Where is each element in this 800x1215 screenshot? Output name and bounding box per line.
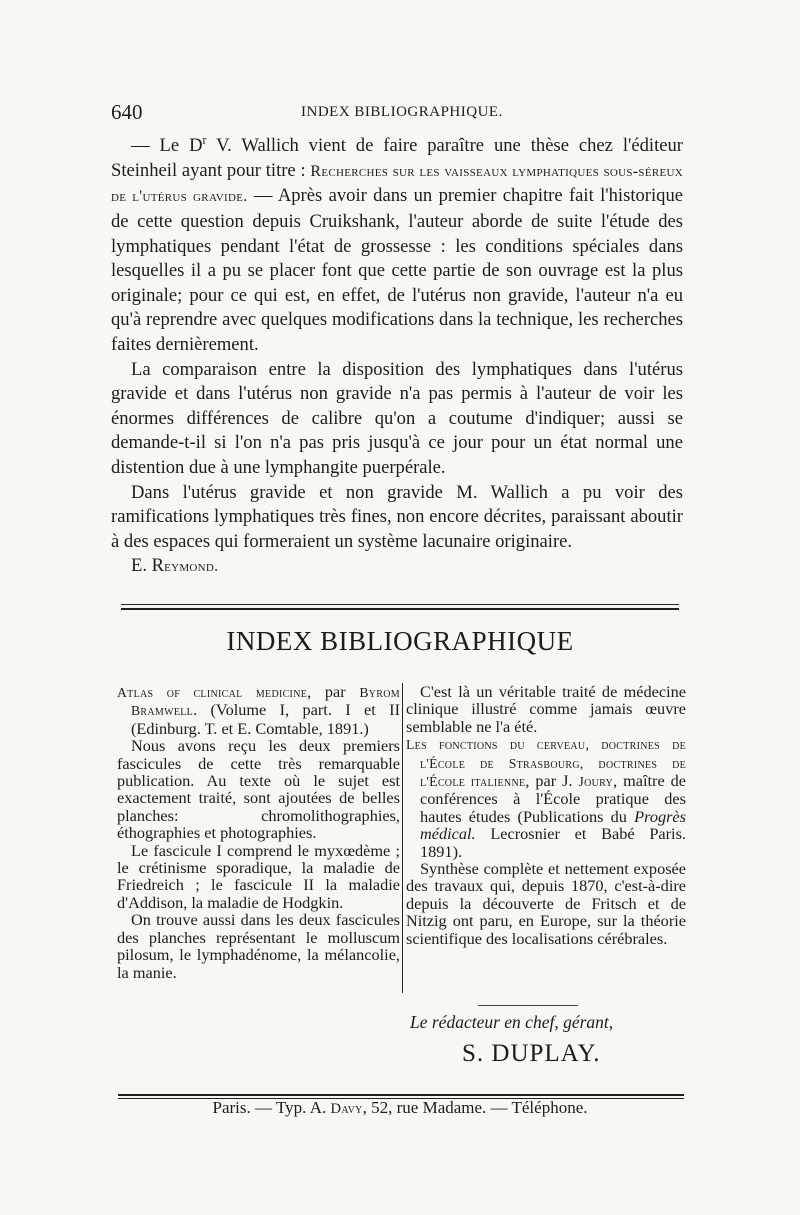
review-paragraph: On trouve aussi dans les deux fascicules des planches représentant le molluscum pilosum, le lymphadénome, la mélancolie, la manie. — [117, 910, 400, 982]
article-body — [111, 128, 683, 580]
running-title: INDEX BIBLIOGRAPHIQUE. — [301, 104, 503, 120]
thesis-title: Recherches sur les vaisseaux lymphatiques sous-séreux de l'utérus gravide. — [111, 162, 683, 206]
review-paragraph: Synthèse complète et nettement exposée des travaux qui, depuis 1870, c'est-à-dire depuis la découverte de Fritsch et de Nitzig ont paru, en Europe, sur la théorie scientifique des localisations cérébrales. — [406, 859, 686, 948]
footer-rule — [118, 1094, 684, 1096]
article-paragraph-1: — Le $D^r$ V. Wallich vient de faire paraître une thèse chez l'éditeur Steinheil ayant pour titre : Recherches sur les vaisseaux lymphatiques sous-séreux de l'utérus gravide. — Après avoir dans un premier chapitre fait l'historique de cette question depuis Cruikshank, l'auteur aborde de suite l'étude des lymphatiques pendant l'état de grossesse : les conditions spéciales dans lesquelles il a pu se placer font que cette partie de son ouvrage est la plus originale; pour ce qui est, en effet, de l'utérus non gravide, l'auteur n'a eu qu'à reprendre avec quelques modifications dans la technique, les recherches faites dernièrement. — [111, 133, 684, 355]
review-paragraph: Le fascicule I comprend le myxœdème ; le crétinisme sporadique, la maladie de Friedreich ; le fascicule II la maladie d'Addison, la maladie de Hodgkin. — [117, 840, 400, 912]
left-column — [117, 683, 400, 981]
bib-entry-fonctions: Les fonctions du cerveau, doctrines de l'École de Strasbourg, doctrines de l'École italienne, par J. Joury, maître de conférences à l'École pratique des hautes études (Publications du Progrès médical. Lecrosnier et Babé Paris. 1891). — [406, 737, 686, 861]
review-paragraph: C'est là un véritable traité de médecine clinique illustré comme jamais œuvre semblable ne l'a été. — [406, 682, 686, 736]
article-paragraph-2: La comparaison entre la disposition des lymphatiques dans l'utérus gravide et dans l'utérus non gravide n'a pas permis à l'auteur de voir les énormes différences de calibre qu'on a coutume d'indiquer; aussi se demande-t-il si l'on n'a pas pris jusqu'à ce jour pour un état normal une distention due à une lymphangite puerpérale. — [111, 358, 683, 478]
running-head — [111, 100, 681, 126]
bibliography-columns — [117, 683, 686, 995]
article-signature: E. Reymond. — [131, 555, 219, 577]
right-column — [406, 683, 686, 947]
article-paragraph-3: Dans l'utérus gravide et non gravide M. Wallich a pu voir des ramifications lymphatiques très fines, non encore décrites, paraissant aboutir à des espaces qui formeraient un système lacunaire originaire. — [111, 481, 683, 552]
separator-rule — [121, 604, 679, 605]
imprint-line: Paris. — Typ. A. Davy, 52, rue Madame. — Téléphone. — [212, 1098, 588, 1117]
review-paragraph: Nous avons reçu les deux premiers fascicules de cette très remarquable publication. Au texte où le sujet est exactement traité, sont ajoutées de belles planches: chromolithographies, éthographies et photographies. — [117, 736, 400, 843]
short-rule — [478, 1005, 578, 1006]
section-title: INDEX BIBLIOGRAPHIQUE — [226, 626, 574, 656]
separator-rule-thick — [121, 608, 679, 610]
editor-role: Le rédacteur en chef, gérant, — [410, 1012, 614, 1032]
editor-name: S. DUPLAY. — [462, 1040, 601, 1067]
page-number: 640 — [111, 100, 143, 124]
column-divider — [402, 683, 403, 993]
bib-entry-atlas: Atlas of clinical medicine, par Byrom Bramwell. (Volume I, part. I et II (Edinburg. T. et E. Comtable, 1891.) — [117, 682, 400, 738]
